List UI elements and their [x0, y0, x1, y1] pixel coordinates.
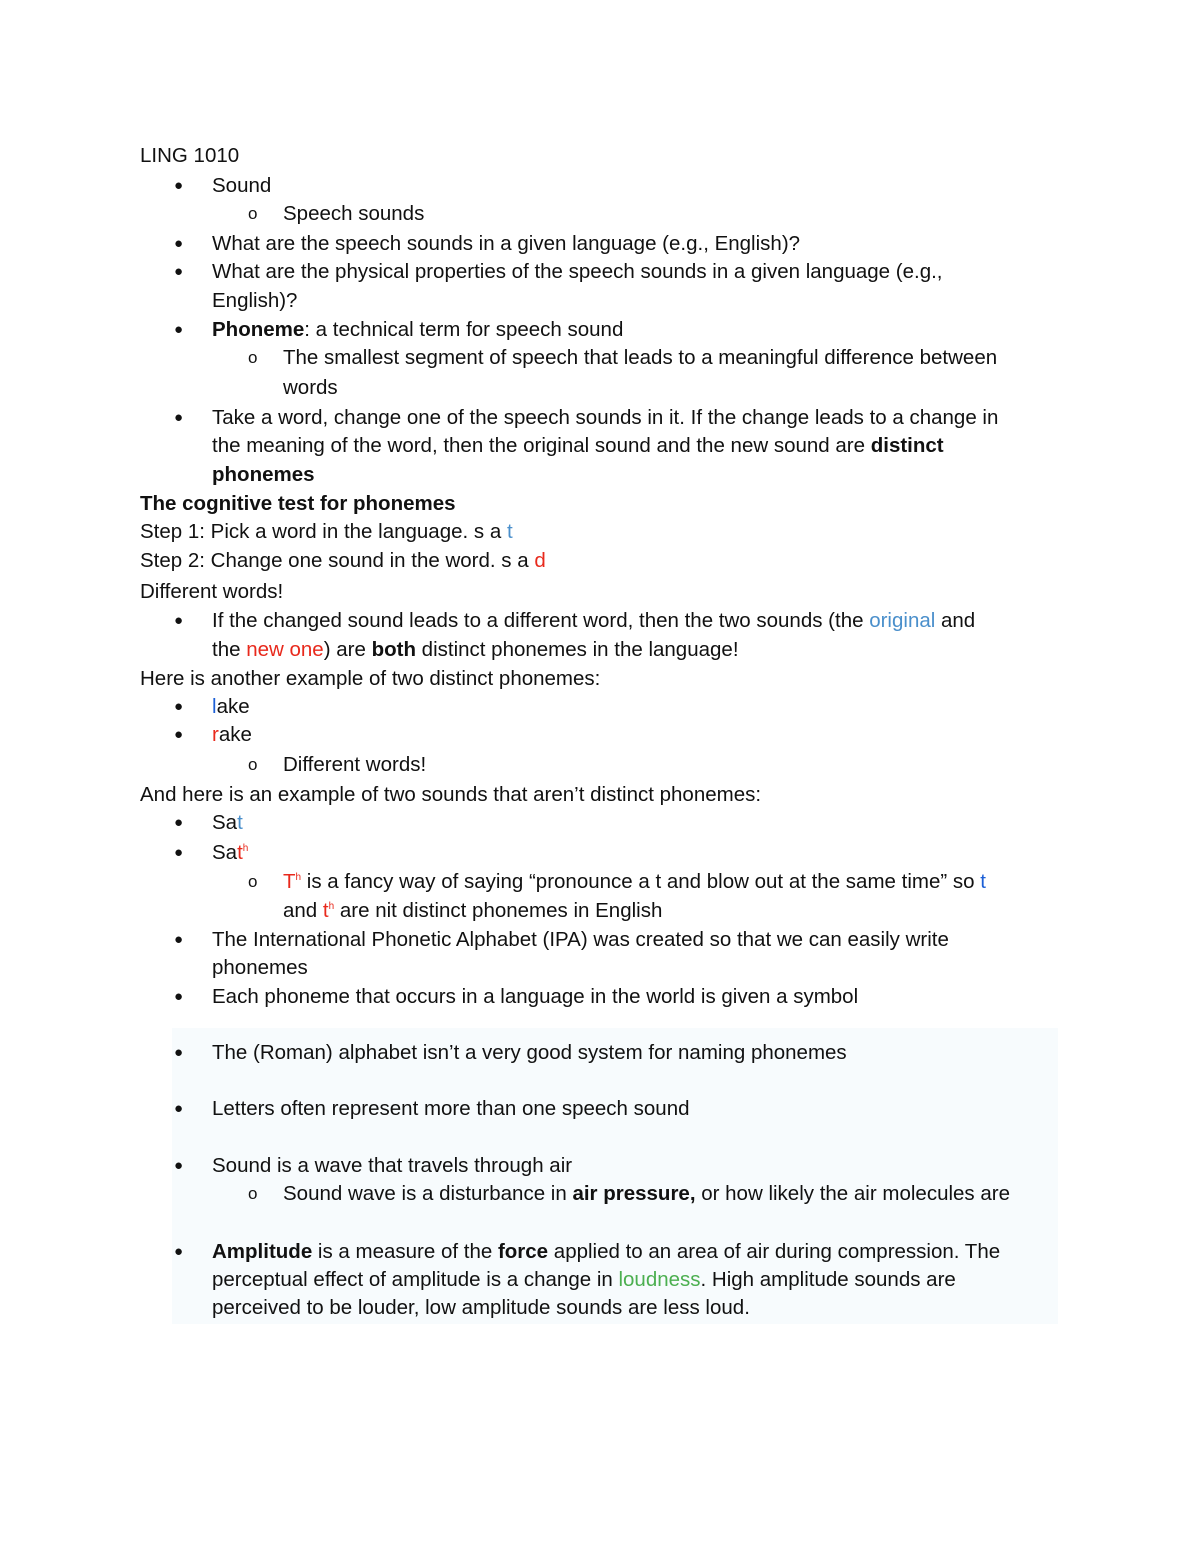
doc-title: LING 1010: [140, 144, 240, 167]
heading-text: The cognitive test for phonemes: [140, 492, 456, 515]
wave-text-2: or how likely the air molecules are: [695, 1182, 1010, 1205]
bullet-amplitude: [212, 1238, 1000, 1266]
bullet-sound: Sound: [212, 174, 272, 197]
bullet-question-2: What are the physical properties of the speech sounds in a given language (e.g.,: [212, 260, 943, 283]
bullet-marker: ●: [174, 698, 184, 715]
if-new-one: new one: [246, 638, 324, 661]
sub-bullet-marker: o: [248, 204, 258, 223]
bullet-take-a-word-cont-2: [212, 461, 315, 489]
if-text-5: distinct phonemes in the language!: [415, 638, 739, 661]
sub-bullet-th: [283, 868, 986, 896]
heading-cognitive-test: [140, 490, 456, 518]
lake-highlight: l: [212, 695, 217, 718]
sat-text: Sa: [212, 811, 238, 834]
step-2: [140, 547, 546, 575]
amplitude-term: Amplitude: [212, 1240, 313, 1263]
sath-t: t: [237, 841, 243, 864]
if-both: both: [371, 638, 416, 661]
sub-bullet-smallest-segment: The smallest segment of speech that leads to a meaningful difference between: [283, 346, 998, 369]
wave-text: Sound wave is a disturbance in: [283, 1182, 573, 1205]
and-superscript: h: [328, 901, 335, 913]
step2-highlight: d: [534, 549, 546, 572]
take-text: the meaning of the word, then the original sound and the new sound are: [212, 434, 871, 457]
bullet-marker: ●: [174, 988, 184, 1005]
bullet-marker: ●: [174, 726, 184, 743]
th-text: is a fancy way of saying “pronounce a t and blow out at the same time” so: [301, 870, 981, 893]
lake-rest: ake: [216, 695, 250, 718]
bullet-ipa-cont: phonemes: [212, 956, 308, 979]
th-t: T: [283, 870, 296, 893]
bullet-marker: ●: [174, 1243, 184, 1260]
and-highlight: [323, 899, 334, 922]
bullet-take-a-word-cont: [212, 432, 944, 460]
if-text-3: the: [212, 638, 247, 661]
bullet-take-a-word: Take a word, change one of the speech sounds in it. If the change leads to a change in: [212, 406, 999, 429]
and-here-example: And here is an example of two sounds that aren’t distinct phonemes:: [140, 783, 762, 806]
step2-text: Step 2: Change one sound in the word. s a: [140, 549, 535, 572]
bullet-ipa: The International Phonetic Alphabet (IPA) was created so that we can easily write: [212, 928, 949, 951]
wave-bold: air pressure,: [572, 1182, 696, 1205]
sath-highlight: [237, 841, 248, 864]
bullet-lake: [212, 693, 250, 721]
bullet-each-phoneme: Each phoneme that occurs in a language in the world is given a symbol: [212, 985, 859, 1008]
bullet-amplitude-cont: [212, 1266, 956, 1294]
sub-bullet-marker: o: [248, 1184, 258, 1203]
bullet-marker: ●: [174, 177, 184, 194]
bullet-marker: ●: [174, 814, 184, 831]
bullet-marker: ●: [174, 235, 184, 252]
bullet-marker: ●: [174, 931, 184, 948]
sat-highlight: t: [237, 811, 243, 834]
another-example: Here is another example of two distinct phonemes:: [140, 667, 601, 690]
and-t: t: [322, 899, 329, 922]
if-original: original: [869, 609, 936, 632]
phoneme-definition: : a technical term for speech sound: [304, 318, 624, 341]
amp-text-2: applied to an area of air during compression. The: [548, 1240, 1001, 1263]
bullet-amplitude-cont-2: perceived to be louder, low amplitude sounds are less loud.: [212, 1296, 750, 1319]
sath-superscript: h: [242, 843, 249, 855]
different-words: Different words!: [140, 580, 284, 603]
take-bold: distinct: [870, 434, 944, 457]
bullet-marker: ●: [174, 409, 184, 426]
sub-bullet-marker: o: [248, 755, 258, 774]
sub-bullet-marker: o: [248, 348, 258, 367]
sub-bullet-air-pressure: [283, 1180, 1010, 1208]
rake-rest: ake: [218, 723, 252, 746]
sub-bullet-speech-sounds: Speech sounds: [283, 202, 425, 225]
sath-text: Sa: [212, 841, 238, 864]
bullet-marker: ●: [174, 612, 184, 629]
step1-text: Step 1: Pick a word in the language. s a: [140, 520, 507, 543]
and-text: and: [283, 899, 323, 922]
phoneme-term: Phoneme: [212, 318, 305, 341]
bullet-sound-wave: Sound is a wave that travels through air: [212, 1154, 573, 1177]
sub-bullet-smallest-segment-cont: words: [283, 376, 338, 399]
and-text-2: are nit distinct phonemes in English: [334, 899, 663, 922]
if-text-2: and: [935, 609, 976, 632]
bullet-if-changed: [212, 607, 975, 635]
bullet-marker: ●: [174, 1157, 184, 1174]
th-highlight: [283, 870, 301, 893]
sub-bullet-different-words: Different words!: [283, 753, 427, 776]
rake-highlight: r: [212, 723, 219, 746]
bullet-marker: ●: [174, 1044, 184, 1061]
bullet-marker: ●: [174, 321, 184, 338]
bullet-sath: [212, 839, 248, 867]
bullet-roman-alphabet: The (Roman) alphabet isn’t a very good system for naming phonemes: [212, 1041, 847, 1064]
bullet-marker: ●: [174, 1100, 184, 1117]
amp-loudness: loudness: [618, 1268, 701, 1291]
step-1: [140, 518, 513, 546]
th-end-highlight: t: [980, 870, 986, 893]
amp-text-4: . High amplitude sounds are: [700, 1268, 956, 1291]
amp-force: force: [497, 1240, 549, 1263]
th-superscript: h: [295, 872, 302, 884]
bullet-question-1: What are the speech sounds in a given language (e.g., English)?: [212, 232, 801, 255]
sub-bullet-th-cont: [283, 897, 662, 925]
bullet-marker: ●: [174, 844, 184, 861]
bullet-phoneme: [212, 316, 623, 344]
bullet-if-changed-cont: [212, 636, 739, 664]
take-bold-2: phonemes: [212, 463, 315, 486]
sub-bullet-marker: o: [248, 872, 258, 891]
bullet-letters: Letters often represent more than one speech sound: [212, 1097, 690, 1120]
bullet-marker: ●: [174, 263, 184, 280]
amp-text-3: perceptual effect of amplitude is a change in: [212, 1268, 619, 1291]
step1-highlight: t: [506, 520, 513, 543]
amp-text: is a measure of the: [312, 1240, 498, 1263]
bullet-question-2-cont: English)?: [212, 289, 298, 312]
bullet-rake: [212, 721, 252, 749]
if-text: If the changed sound leads to a different word, then the two sounds (the: [212, 609, 870, 632]
if-text-4: ) are: [323, 638, 372, 661]
bullet-sat: [212, 809, 243, 837]
